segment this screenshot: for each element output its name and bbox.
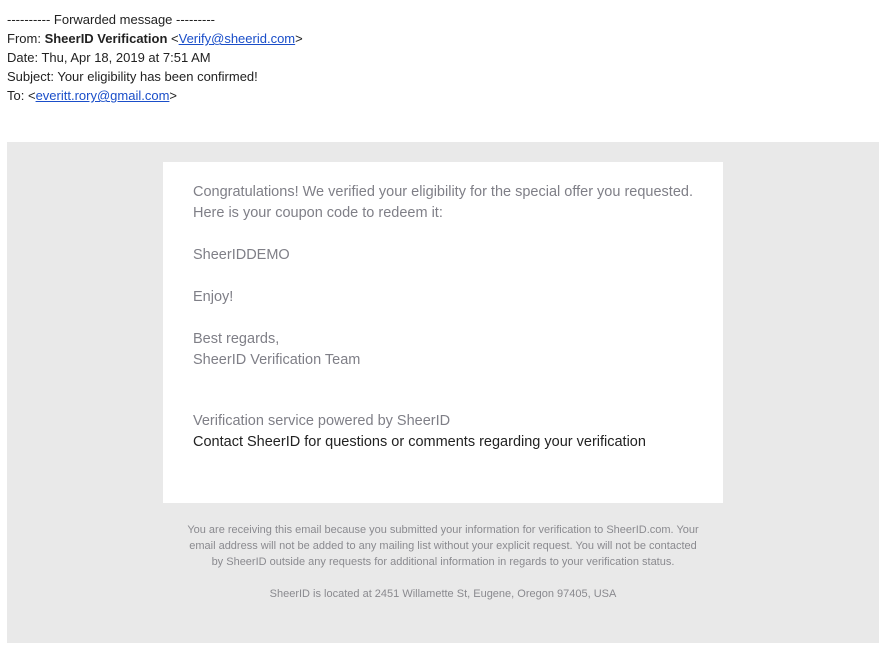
from-line: From: SheerID Verification <Verify@sheerid.com>	[7, 31, 303, 46]
to-email-link[interactable]: everitt.rory@gmail.com	[35, 88, 170, 103]
date-line: Date: Thu, Apr 18, 2019 at 7:51 AM	[7, 50, 211, 65]
to-label: To:	[7, 88, 28, 103]
enjoy-text: Enjoy!	[193, 289, 234, 305]
from-label: From:	[7, 31, 45, 46]
intro-line-1: Congratulations! We verified your eligibility for the special offer you requested.	[193, 184, 693, 200]
forwarded-header	[7, 10, 303, 105]
intro-line-2: Here is your coupon code to redeem it:	[193, 205, 443, 221]
forward-separator: ---------- Forwarded message ---------	[7, 12, 215, 27]
sign-off: Best regards,	[193, 331, 280, 347]
email-background	[7, 142, 879, 643]
subject-line: Subject: Your eligibility has been confirmed!	[7, 69, 258, 84]
email-footer	[7, 522, 879, 602]
to-line: To: <everitt.rory@gmail.com>	[7, 88, 177, 103]
team-name: SheerID Verification Team	[193, 352, 361, 368]
contact-link[interactable]: Contact SheerID for questions or comments regarding your verification	[193, 434, 646, 450]
from-email-link[interactable]: Verify@sheerid.com	[178, 31, 296, 46]
powered-by-text: Verification service powered by SheerID	[193, 413, 451, 429]
email-card	[163, 162, 723, 503]
footer-address: SheerID is located at 2451 Willamette St, Eugene, Oregon 97405, USA	[269, 588, 617, 600]
email-card-body	[193, 182, 703, 453]
from-sender-name: SheerID Verification	[44, 31, 168, 46]
coupon-code: SheerIDDEMO	[193, 247, 290, 263]
footer-disclaimer: You are receiving this email because you submitted your information for verification to SheerID.com. Your email address will not be added to any mailing list without your explicit request. You will not be contacted by SheerID outside any requests for additional information in regards to your verification status.	[187, 524, 699, 568]
